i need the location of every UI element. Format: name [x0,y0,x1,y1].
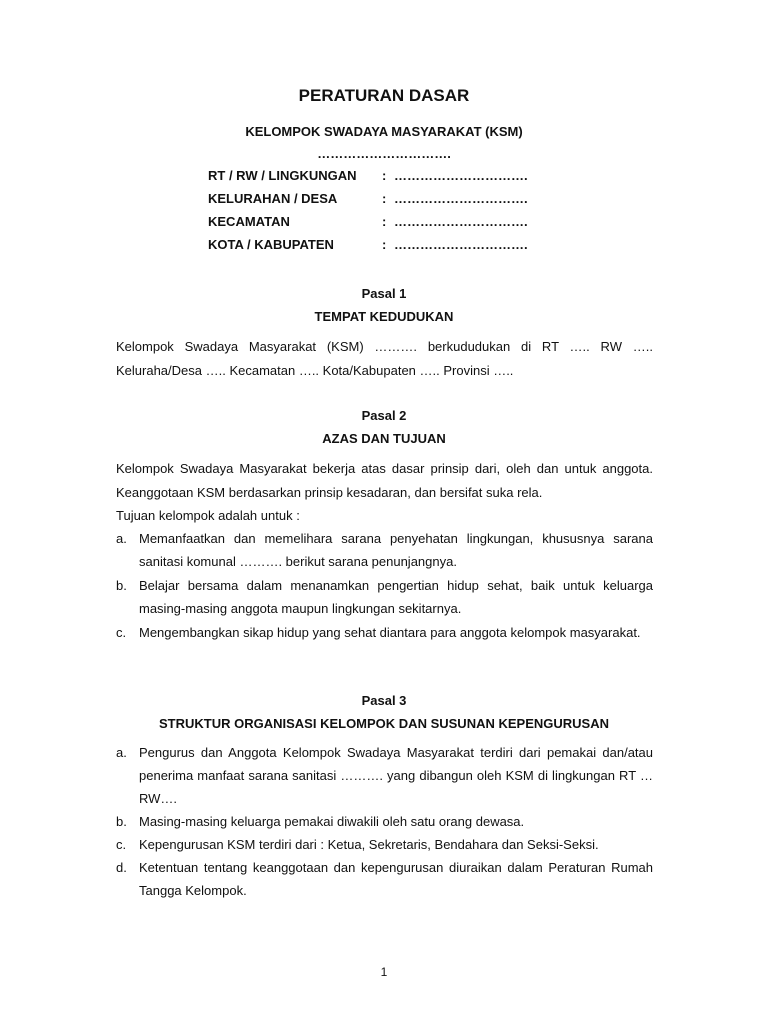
identity-value: …………………………. [394,191,528,206]
identity-value: …………………………. [394,168,528,183]
list-marker: b. [116,814,127,829]
pasal-2-heading: AZAS DAN TUJUAN [322,431,446,446]
pasal-2-body: Kelompok Swadaya Masyarakat bekerja atas dasar prinsip dari, oleh dan untuk anggota. Keanggotaan KSM berdasarkan prinsip kesadaran, dan bersifat suka rela. [116,461,653,500]
list-marker: a. [116,531,127,546]
list-marker: d. [116,860,127,875]
identity-label: KECAMATAN [208,214,290,229]
identity-value: …………………………. [394,237,528,252]
pasal-1-number: Pasal 1 [361,286,407,301]
list-text: Memanfaatkan dan memelihara sarana penyehatan lingkungan, khususnya sarana sanitasi komunal ………. berikut sarana penunjangnya. [139,531,653,569]
identity-label: RT / RW / LINGKUNGAN [208,168,357,183]
list-marker: c. [116,625,127,640]
identity-separator: : [382,214,387,229]
identity-separator: : [382,237,387,252]
page-number: 1 [380,965,388,979]
identity-separator: : [382,191,387,206]
identity-value: …………………………. [394,214,528,229]
pasal-3-heading: STRUKTUR ORGANISASI KELOMPOK DAN SUSUNAN KEPENGURUSAN [159,716,609,731]
list-item [116,527,653,573]
list-marker: b. [116,578,127,593]
pasal-2-intro: Tujuan kelompok adalah untuk : [116,508,300,523]
list-item [116,621,653,644]
list-item [116,574,653,620]
list-text: Mengembangkan sikap hidup yang sehat diantara para anggota kelompok masyarakat. [139,625,641,640]
list-item [116,810,653,833]
document-title: PERATURAN DASAR [298,86,470,105]
list-item [116,856,653,902]
group-name-placeholder: …………………………. [317,146,451,161]
identity-label: KELURAHAN / DESA [208,191,338,206]
list-text: Belajar bersama dalam menanamkan pengertian hidup sehat, baik untuk keluarga masing-masing anggota maupun lingkungan sekitarnya. [139,578,653,616]
list-text: Masing-masing keluarga pemakai diwakili oleh satu orang dewasa. [139,814,525,829]
list-item [116,741,653,810]
identity-label: KOTA / KABUPATEN [208,237,334,252]
pasal-3-number: Pasal 3 [361,693,407,708]
list-marker: c. [116,837,127,852]
list-text: Kepengurusan KSM terdiri dari : Ketua, Sekretaris, Bendahara dan Seksi-Seksi. [139,837,599,852]
pasal-2-number: Pasal 2 [361,408,407,423]
list-text: Ketentuan tentang keanggotaan dan kepengurusan diuraikan dalam Peraturan Rumah Tangga Kelompok. [139,860,653,898]
list-marker: a. [116,745,127,760]
document-subtitle: KELOMPOK SWADAYA MASYARAKAT (KSM) [245,124,523,139]
pasal-3-list [116,741,653,902]
list-text: Pengurus dan Anggota Kelompok Swadaya Masyarakat terdiri dari pemakai dan/atau penerima manfaat sarana sanitasi ………. yang dibangun oleh KSM di lingkungan RT … RW…. [139,745,653,806]
pasal-1-body: Kelompok Swadaya Masyarakat (KSM) ………. berkududukan di RT ….. RW ….. Keluraha/Desa ….. Kecamatan ….. Kota/Kabupaten ….. Provinsi ….. [116,339,653,378]
pasal-1-heading: TEMPAT KEDUDUKAN [314,309,454,324]
identity-separator: : [382,168,387,183]
pasal-2-list [116,527,653,644]
list-item [116,833,653,856]
